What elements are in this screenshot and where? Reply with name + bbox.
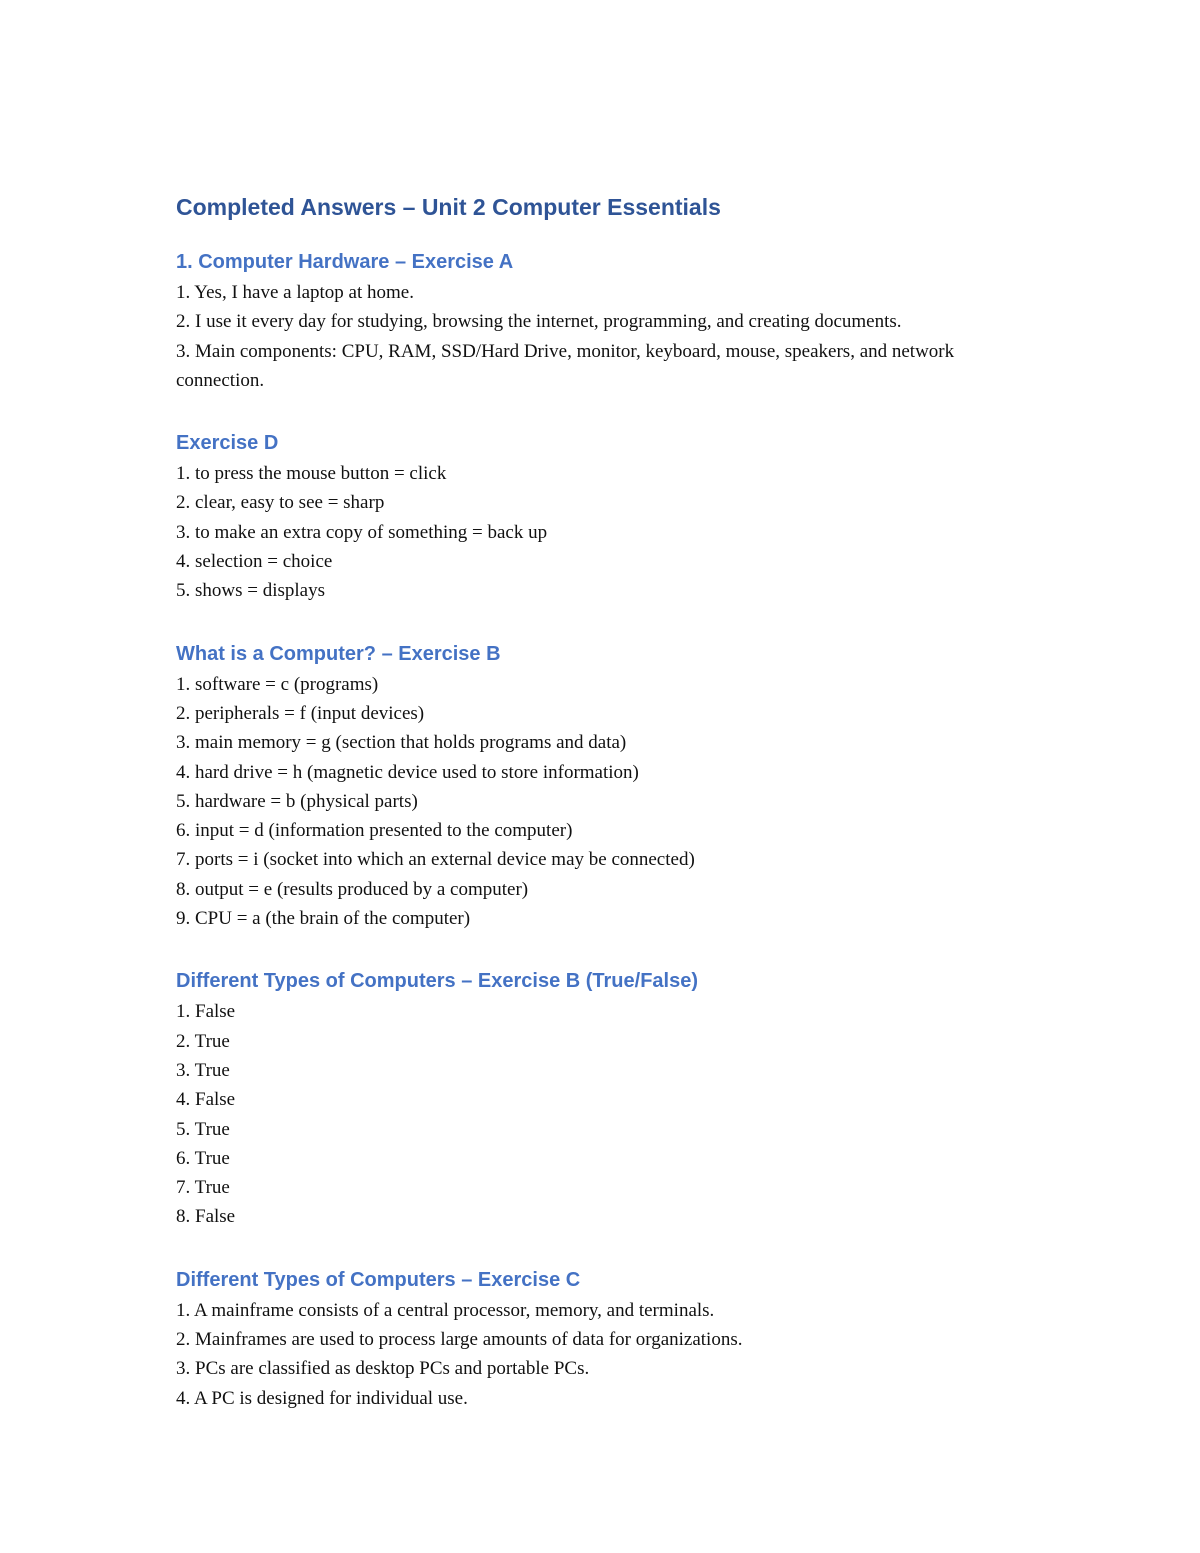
answer-item: 2. Mainframes are used to process large amounts of data for organizations. [176, 1329, 743, 1351]
section-heading: What is a Computer? – Exercise B [176, 642, 501, 665]
answer-item: 9. CPU = a (the brain of the computer) [176, 908, 471, 930]
answer-item: 2. I use it every day for studying, browsing the internet, programming, and creating documents. [176, 311, 902, 333]
answer-item: 5. hardware = b (physical parts) [176, 790, 418, 812]
answer-item: 8. output = e (results produced by a computer) [176, 878, 529, 900]
answer-section [176, 248, 1036, 395]
answer-list [176, 670, 1036, 934]
answer-item: 4. A PC is designed for individual use. [176, 1387, 468, 1409]
answer-section [176, 429, 1036, 605]
answer-item: 3. main memory = g (section that holds programs and data) [176, 732, 627, 754]
answer-item: 6. True [176, 1147, 230, 1169]
answer-item: 7. ports = i (socket into which an external device may be connected) [176, 849, 695, 871]
answer-item: 4. selection = choice [176, 551, 333, 573]
answer-item: 3. to make an extra copy of something = back up [176, 521, 548, 543]
answer-item: 1. A mainframe consists of a central processor, memory, and terminals. [176, 1299, 715, 1321]
answer-item: 2. peripherals = f (input devices) [176, 702, 425, 724]
document-body [176, 192, 1036, 1413]
section-heading: Exercise D [176, 432, 279, 455]
answer-list [176, 459, 1036, 605]
answer-item: 2. clear, easy to see = sharp [176, 492, 385, 514]
answer-item: 5. shows = displays [176, 580, 326, 602]
document-title: Completed Answers – Unit 2 Computer Essentials [176, 194, 721, 220]
answer-item: 5. True [176, 1118, 230, 1140]
section-heading: Different Types of Computers – Exercise C [176, 1268, 581, 1291]
section-heading: Different Types of Computers – Exercise B (True/False) [176, 970, 699, 993]
answer-item: 1. Yes, I have a laptop at home. [176, 282, 414, 303]
answer-item: 3. True [176, 1059, 230, 1081]
answer-item: 6. input = d (information presented to the computer) [176, 820, 573, 842]
answer-list [176, 278, 1036, 395]
answer-item: 4. hard drive = h (magnetic device used to store information) [176, 761, 639, 783]
answer-item: 8. False [176, 1206, 236, 1228]
section-heading: 1. Computer Hardware – Exercise A [176, 251, 514, 273]
answer-item: 7. True [176, 1177, 230, 1199]
answer-section [176, 967, 1036, 1231]
answer-section [176, 1266, 1036, 1413]
answer-item: 2. True [176, 1030, 230, 1052]
answer-section [176, 640, 1036, 934]
answer-item: 1. False [176, 1001, 236, 1023]
answer-item: 1. software = c (programs) [176, 673, 379, 695]
answer-item: 1. to press the mouse button = click [176, 463, 447, 485]
answer-item: 3. Main components: CPU, RAM, SSD/Hard Drive, monitor, keyboard, mouse, speakers, and network connection. [176, 340, 955, 391]
answer-item: 4. False [176, 1089, 236, 1111]
answer-list [176, 1296, 1036, 1413]
answer-item: 3. PCs are classified as desktop PCs and portable PCs. [176, 1358, 590, 1380]
answer-list [176, 997, 1036, 1231]
